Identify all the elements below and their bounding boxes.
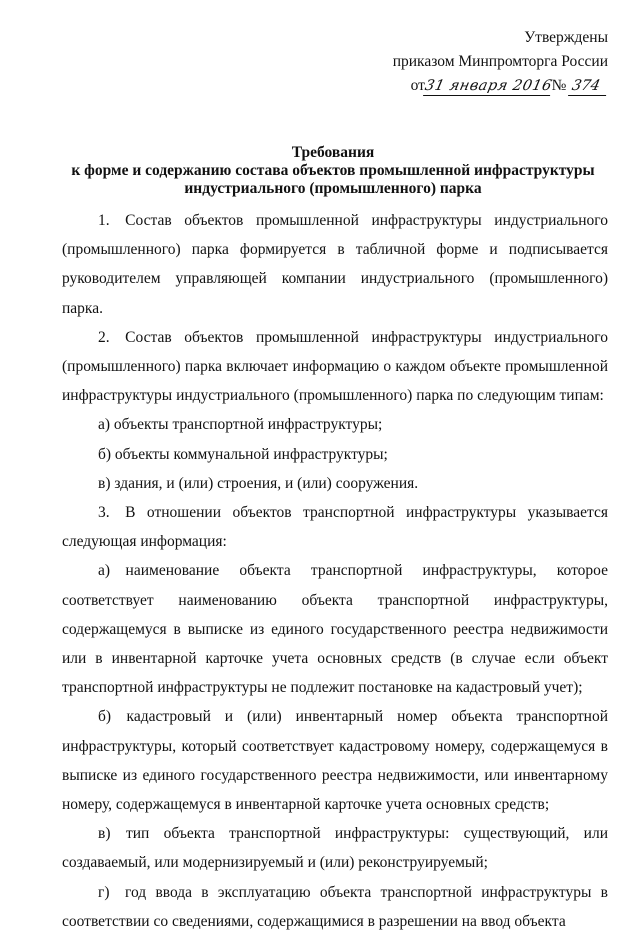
- date-prefix: от: [410, 77, 425, 94]
- subparagraph-3d: г) год ввода в эксплуатацию объекта транспортной инфраструктуры в соответствии со сведениями, содержащимися в разрешении на ввод объекта: [62, 883, 608, 930]
- document-body: [62, 206, 608, 936]
- title-line-1: Требования: [291, 144, 375, 161]
- title-line-3: индустриального (промышленного) парка: [184, 180, 482, 197]
- subparagraph-3b: б) кадастровый и (или) инвентарный номер объекта транспортной инфраструктуры, который соответствует кадастровому номеру, содержащемуся в выписке из единого государственного реестра недвижимости, или инвентарному номеру, содержащемуся в инвентарной карточке учета основных средств;: [62, 708, 608, 814]
- list-item-a: а) объекты транспортной инфраструктуры;: [98, 416, 383, 434]
- number-prefix: №: [551, 77, 567, 94]
- paragraph-1: 1. Состав объектов промышленной инфраструктуры индустриального (промышленного) парка формируется в табличной форме и подписывается руководителем управляющей компании индустриального (промышленного) парка.: [62, 212, 608, 317]
- list-item-b: б) объекты коммунальной инфраструктуры;: [98, 445, 388, 463]
- handwritten-order-number: 374: [568, 77, 610, 96]
- list-item-c: в) здания, и (или) строения, и (или) сооружения.: [98, 474, 419, 492]
- approval-stamp-block: [368, 26, 608, 98]
- approval-date-number-line: [411, 77, 608, 94]
- document-title: [40, 144, 626, 198]
- approval-order-issuer: приказом Минпромторга России: [392, 53, 608, 70]
- handwritten-date: 31 января 2016: [423, 78, 554, 94]
- paragraph-3: 3. В отношении объектов транспортной инфраструктуры указывается следующая информация:: [62, 504, 608, 551]
- subparagraph-3c: в) тип объекта транспортной инфраструктуры: существующий, или создаваемый, или модернизируемый и (или) реконструируемый;: [62, 825, 608, 872]
- paragraph-2: 2. Состав объектов промышленной инфраструктуры индустриального (промышленного) парка включает информацию о каждом объекте промышленной инфраструктуры индустриального (промышленного) парка по следующим типам:: [62, 328, 608, 405]
- subparagraph-3a: а) наименование объекта транспортной инфраструктуры, которое соответствует наименованию объекта транспортной инфраструктуры, содержащемуся в выписке из единого государственного реестра недвижимости или в инвентарной карточке учета основных средств (в случае если объект транспортной инфраструктуры не подлежит постановке на кадастровый учет);: [62, 562, 608, 697]
- title-line-2: к форме и содержанию состава объектов промышленной инфраструктуры: [71, 162, 595, 179]
- approval-heading: Утверждены: [524, 29, 608, 46]
